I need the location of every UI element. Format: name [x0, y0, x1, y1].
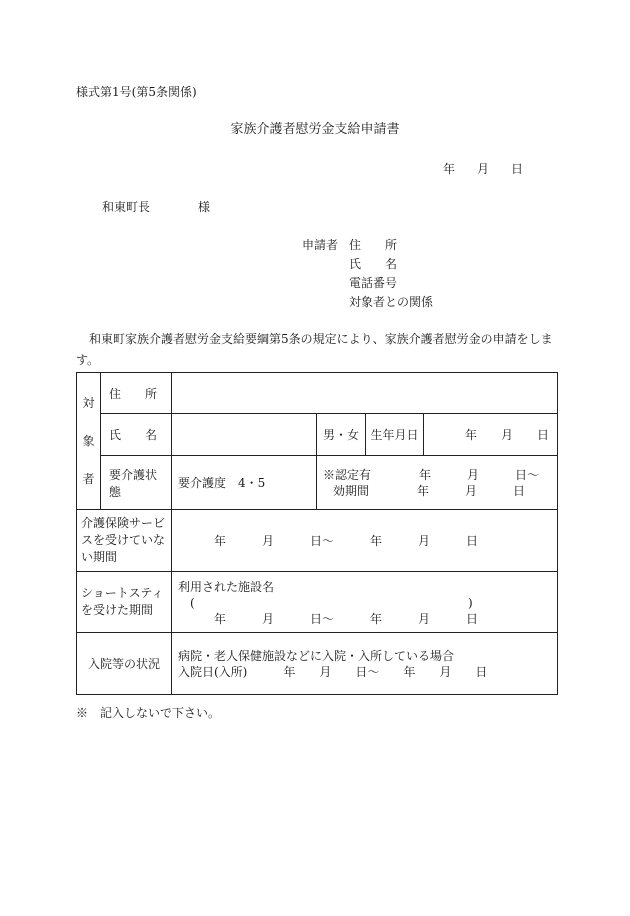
target-address-label: 住 所: [101, 373, 172, 414]
hospital-line-1: 病院・老人保健施設などに入院・入所している場合: [178, 648, 455, 663]
birthdate-value[interactable]: 年 月 日: [424, 414, 558, 456]
addressee-honorific: 様: [198, 200, 211, 214]
date-day: 日: [511, 162, 524, 176]
sex-label: 男・女: [317, 414, 366, 456]
body-text: 和東町家族介護者慰労金支給要綱第5条の規定により、家族介護者慰労金の申請をします。: [76, 332, 553, 367]
no-service-label: 介護保険サービスを受けていない期間: [77, 510, 172, 572]
target-person-label: 対 象 者: [77, 373, 101, 510]
certification-cell: [317, 456, 558, 510]
date-line: [443, 163, 523, 175]
short-stay-period: 年 月 日～ 年 月 日: [214, 612, 479, 626]
addressee: [102, 201, 210, 213]
date-year: 年: [443, 162, 456, 176]
certification-line-2: 効期間 年 月 日: [333, 483, 526, 498]
target-name-label: 氏 名: [101, 414, 172, 456]
application-table: [76, 372, 558, 695]
applicant-phone-label: 電話番号: [349, 276, 398, 290]
applicant-name-label: 氏 名: [349, 257, 398, 271]
document-title: 家族介護者慰労金支給申請書: [230, 122, 400, 137]
short-stay-label: ショートスティを受けた期間: [77, 572, 172, 633]
care-level-value[interactable]: 要介護度 4・5: [172, 456, 317, 510]
hospital-label: 入院等の状況: [77, 633, 172, 695]
care-level-label: 要介護状態: [101, 456, 172, 510]
birthdate-label: 生年月日: [366, 414, 424, 456]
short-stay-facility-label: 利用された施設名: [178, 580, 275, 594]
applicant-address-label: 住 所: [349, 238, 398, 252]
target-address-field[interactable]: [172, 373, 558, 414]
short-stay-facility-parens: ( ): [190, 596, 473, 610]
addressee-name: 和東町長: [102, 200, 151, 214]
target-name-field[interactable]: [172, 414, 317, 456]
date-month: 月: [477, 162, 490, 176]
no-service-period[interactable]: 年 月 日～ 年 月 日: [172, 510, 558, 572]
hospital-cell[interactable]: [172, 633, 558, 695]
short-stay-cell[interactable]: [172, 572, 558, 633]
hospital-line-2: 入院日(入所) 年 月 日～ 年 月 日: [178, 664, 488, 679]
applicant-relation-label: 対象者との関係: [349, 295, 434, 309]
form-number: 様式第1号(第5条関係): [76, 85, 197, 99]
certification-line-1: ※認定有 年 月 日～: [323, 467, 540, 482]
footnote: ※ 記入しないで下さい。: [76, 706, 221, 720]
applicant-label: 申請者: [302, 238, 339, 252]
